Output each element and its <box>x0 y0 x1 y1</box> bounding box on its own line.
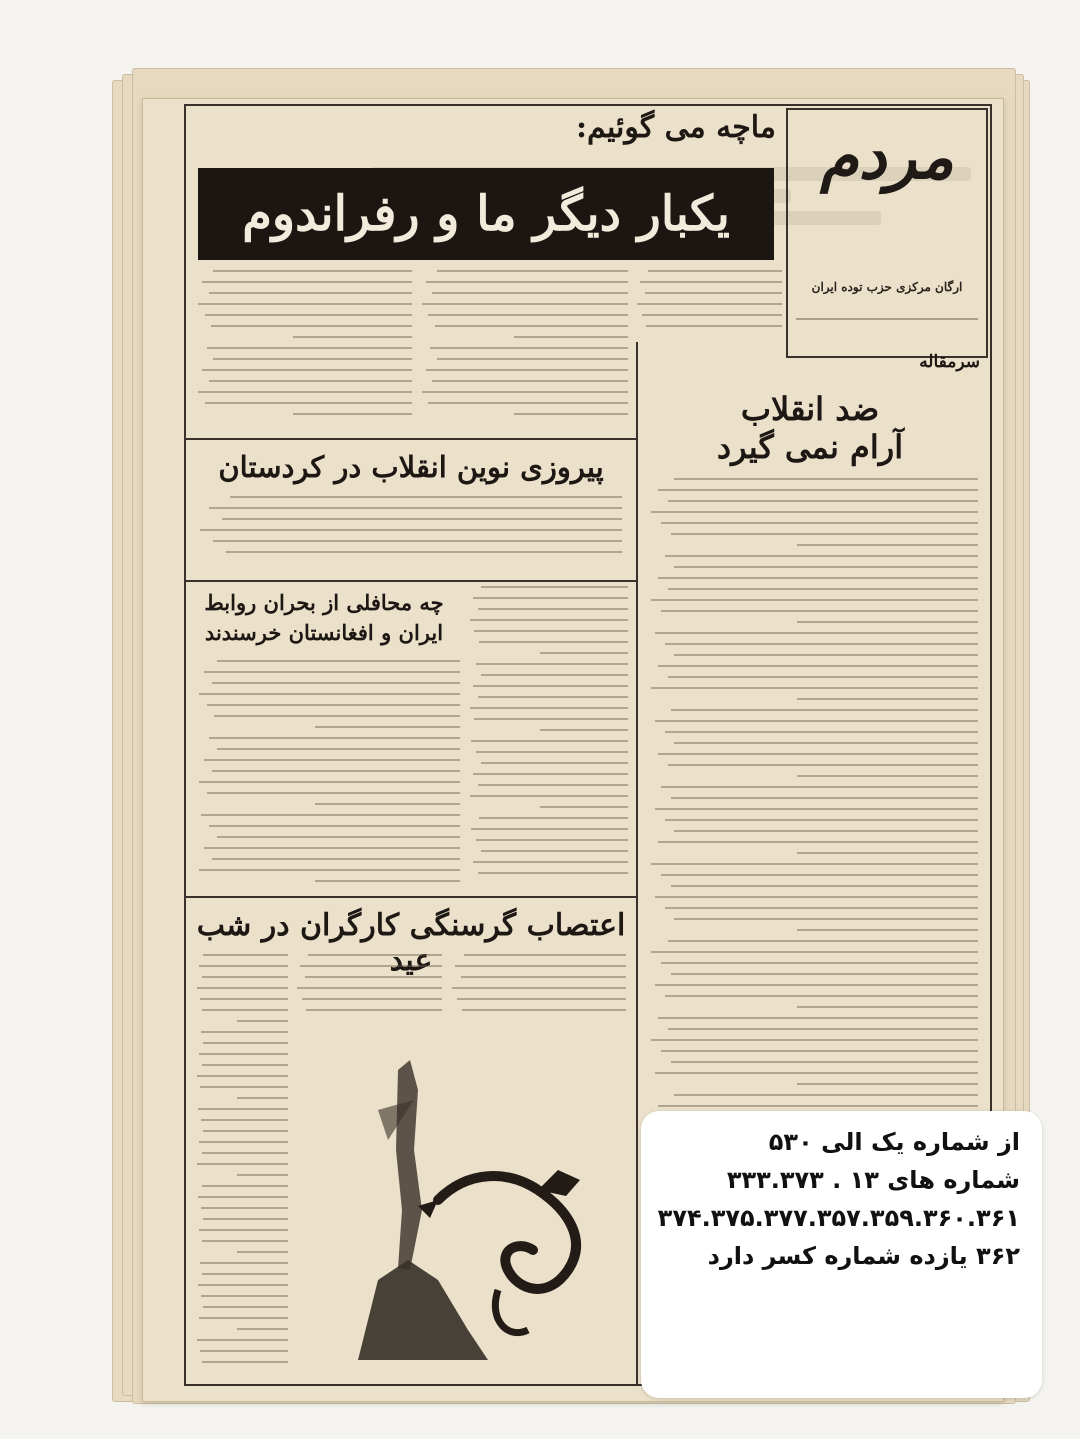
text-line <box>470 707 628 709</box>
text-line <box>212 858 460 860</box>
editorial-rule <box>636 342 638 1386</box>
issue-note-line1: از شماره یک الی ۵۳۰ <box>768 1128 1020 1156</box>
text-line <box>207 347 412 349</box>
text-line <box>658 753 978 755</box>
text-line <box>204 759 460 761</box>
text-line <box>237 1251 288 1253</box>
text-line <box>476 839 628 841</box>
text-line <box>293 413 412 415</box>
text-line <box>464 954 626 956</box>
text-line <box>198 1196 288 1198</box>
text-line <box>201 1207 288 1209</box>
text-line <box>432 380 628 382</box>
text-line <box>209 380 412 382</box>
text-line <box>426 281 628 283</box>
text-line <box>481 586 628 588</box>
text-line <box>797 544 979 546</box>
text-line <box>297 987 442 989</box>
text-line <box>428 402 628 404</box>
text-line <box>202 281 412 283</box>
text-line <box>315 726 460 728</box>
text-line <box>474 630 628 632</box>
text-line <box>300 965 442 967</box>
text-line <box>674 1094 978 1096</box>
text-line <box>651 599 978 601</box>
strike-headline: اعتصاب گرسنگی کارگران در شب عید <box>196 908 626 978</box>
article-text-column <box>420 270 628 430</box>
text-line <box>199 1229 288 1231</box>
article-text-column <box>636 270 782 336</box>
text-line <box>665 907 979 909</box>
text-line <box>204 671 460 673</box>
masthead-logo: مردم <box>820 120 954 193</box>
text-line <box>661 610 978 612</box>
text-line <box>199 1317 288 1319</box>
text-line <box>668 1028 978 1030</box>
text-line <box>481 762 628 764</box>
text-line <box>473 861 628 863</box>
text-line <box>213 270 412 272</box>
text-line <box>197 1339 288 1341</box>
text-line <box>479 641 628 643</box>
text-line <box>237 1020 288 1022</box>
article-text-column <box>196 954 288 1374</box>
text-line <box>211 325 412 327</box>
text-line <box>637 303 782 305</box>
text-line <box>217 660 460 662</box>
text-line <box>476 751 628 753</box>
text-line <box>199 965 288 967</box>
text-line <box>655 896 978 898</box>
text-line <box>478 872 628 874</box>
issue-note-line4: ۳۶۲ یازده شماره کسر دارد <box>707 1242 1020 1270</box>
text-line <box>540 729 628 731</box>
text-line <box>200 529 622 531</box>
text-line <box>668 588 978 590</box>
relations-headline-line2: ایران و افغانستان خرسندند <box>204 620 444 645</box>
text-line <box>209 292 412 294</box>
masthead-organ: ارگان مرکزی حزب توده ایران <box>811 280 963 294</box>
issue-note-line2: شماره های ۱۳ . ۳۳۳.۳۷۳ <box>726 1166 1020 1194</box>
issue-note-overlay <box>641 1111 1042 1398</box>
text-line <box>452 987 626 989</box>
text-line <box>668 940 978 942</box>
text-line <box>197 1163 288 1165</box>
text-line <box>201 1119 288 1121</box>
text-line <box>197 1075 288 1077</box>
text-line <box>204 847 460 849</box>
text-line <box>203 954 288 956</box>
text-line <box>202 976 288 978</box>
text-line <box>478 696 628 698</box>
text-line <box>462 1009 626 1011</box>
text-line <box>209 507 622 509</box>
text-line <box>671 533 978 535</box>
text-line <box>197 987 288 989</box>
text-line <box>797 929 979 931</box>
text-line <box>658 577 978 579</box>
text-line <box>200 1262 288 1264</box>
relations-headline-line1: چه محافلی از بحران روابط <box>204 590 444 615</box>
text-line <box>671 885 978 887</box>
text-line <box>476 663 628 665</box>
text-line <box>478 608 628 610</box>
text-line <box>655 984 978 986</box>
text-line <box>202 1185 288 1187</box>
top-rule <box>184 104 992 106</box>
text-line <box>481 674 628 676</box>
editorial-section-label: سرمقاله <box>919 352 980 372</box>
edition-line <box>796 312 978 320</box>
text-line <box>422 391 628 393</box>
text-line <box>202 1152 288 1154</box>
text-line <box>437 270 628 272</box>
text-line <box>674 654 978 656</box>
text-line <box>674 830 978 832</box>
text-line <box>473 685 628 687</box>
text-line <box>214 715 460 717</box>
text-line <box>661 962 978 964</box>
text-line <box>665 731 979 733</box>
text-line <box>470 795 628 797</box>
masthead-box <box>786 108 988 358</box>
text-line <box>203 1042 288 1044</box>
text-line <box>198 303 412 305</box>
text-line <box>201 1031 288 1033</box>
kicker-headline: ماچه می گوئیم: <box>575 110 776 145</box>
dragon-illustration <box>318 1030 618 1370</box>
text-line <box>471 740 628 742</box>
text-line <box>642 314 782 316</box>
text-line <box>514 336 628 338</box>
article-text-column <box>196 270 412 430</box>
text-line <box>661 522 978 524</box>
text-line <box>797 1006 979 1008</box>
text-line <box>668 676 978 678</box>
text-line <box>473 597 628 599</box>
text-line <box>540 806 628 808</box>
text-line <box>306 1009 442 1011</box>
text-line <box>426 369 628 371</box>
section-rule <box>184 580 636 582</box>
text-line <box>479 817 628 819</box>
text-line <box>540 652 628 654</box>
text-line <box>199 869 460 871</box>
issue-note-line3: ۳۷۴.۳۷۵.۳۷۷.۳۵۷.۳۵۹.۳۶۰.۳۶۱ <box>657 1204 1020 1232</box>
text-line <box>199 781 460 783</box>
text-line <box>651 863 978 865</box>
text-line <box>651 511 978 513</box>
article-text-column <box>468 586 628 892</box>
text-line <box>209 825 460 827</box>
text-line <box>199 1141 288 1143</box>
text-line <box>200 998 288 1000</box>
text-line <box>674 918 978 920</box>
text-line <box>217 748 460 750</box>
text-line <box>205 402 412 404</box>
text-line <box>201 1295 288 1297</box>
text-line <box>671 797 978 799</box>
text-line <box>222 518 622 520</box>
text-line <box>473 773 628 775</box>
text-line <box>428 314 628 316</box>
text-line <box>671 1061 978 1063</box>
text-line <box>305 976 442 978</box>
text-line <box>198 391 412 393</box>
text-line <box>658 665 978 667</box>
text-line <box>665 819 979 821</box>
text-line <box>203 1306 288 1308</box>
text-line <box>665 995 979 997</box>
text-line <box>437 358 628 360</box>
banner-headline: یکبار دیگر ما و رفراندوم <box>198 168 774 260</box>
text-line <box>671 709 978 711</box>
text-line <box>205 314 412 316</box>
editorial-headline-line2: آرام نمی گیرد <box>716 428 904 466</box>
article-text-column <box>196 660 460 892</box>
text-line <box>655 808 978 810</box>
text-line <box>202 1361 288 1363</box>
text-line <box>655 720 978 722</box>
text-line <box>471 828 628 830</box>
text-line <box>640 281 782 283</box>
text-line <box>302 998 442 1000</box>
text-line <box>435 325 628 327</box>
text-line <box>199 693 460 695</box>
text-line <box>207 704 460 706</box>
text-line <box>198 1108 288 1110</box>
text-line <box>457 998 626 1000</box>
text-line <box>217 836 460 838</box>
text-line <box>212 770 460 772</box>
text-line <box>474 718 628 720</box>
kurdistan-headline: پیروزی نوین انقلاب در کردستان <box>218 450 604 484</box>
article-text-column <box>296 954 442 1024</box>
text-line <box>481 850 628 852</box>
text-line <box>674 566 978 568</box>
text-line <box>514 413 628 415</box>
text-line <box>200 1086 288 1088</box>
text-line <box>797 775 979 777</box>
text-line <box>478 784 628 786</box>
section-rule <box>184 438 636 440</box>
text-line <box>461 976 626 978</box>
text-line <box>646 325 782 327</box>
text-line <box>422 303 628 305</box>
text-line <box>658 841 978 843</box>
text-line <box>645 292 782 294</box>
text-line <box>202 369 412 371</box>
text-line <box>201 814 460 816</box>
text-line <box>665 555 979 557</box>
text-line <box>655 1072 978 1074</box>
text-line <box>651 951 978 953</box>
text-line <box>237 1174 288 1176</box>
text-line <box>237 1097 288 1099</box>
text-line <box>315 803 460 805</box>
text-line <box>430 347 628 349</box>
text-line <box>202 1064 288 1066</box>
text-line <box>432 292 628 294</box>
text-line <box>455 965 626 967</box>
text-line <box>655 632 978 634</box>
text-line <box>661 1050 978 1052</box>
text-line <box>651 1039 978 1041</box>
text-line <box>203 1218 288 1220</box>
text-line <box>237 1328 288 1330</box>
left-rule <box>184 104 186 1386</box>
text-line <box>213 540 622 542</box>
text-line <box>674 742 978 744</box>
text-line <box>674 478 978 480</box>
section-rule <box>184 896 636 898</box>
text-line <box>199 1053 288 1055</box>
article-text-column <box>450 954 626 1024</box>
text-line <box>315 880 460 882</box>
article-text-column <box>196 496 622 572</box>
text-line <box>797 698 979 700</box>
text-line <box>797 852 979 854</box>
text-line <box>797 1083 979 1085</box>
text-line <box>209 737 460 739</box>
text-line <box>671 973 978 975</box>
text-line <box>651 687 978 689</box>
text-line <box>308 954 442 956</box>
editorial-headline-line1: ضد انقلاب <box>740 390 880 428</box>
text-line <box>665 643 979 645</box>
text-line <box>668 500 978 502</box>
text-line <box>207 792 460 794</box>
text-line <box>668 764 978 766</box>
text-line <box>230 496 622 498</box>
text-line <box>202 1273 288 1275</box>
text-line <box>226 551 622 553</box>
text-line <box>203 1130 288 1132</box>
text-line <box>293 336 412 338</box>
text-line <box>661 874 978 876</box>
text-line <box>202 1009 288 1011</box>
text-line <box>658 1017 978 1019</box>
text-line <box>661 786 978 788</box>
text-line <box>213 358 412 360</box>
text-line <box>658 489 978 491</box>
text-line <box>797 621 979 623</box>
text-line <box>200 1350 288 1352</box>
text-line <box>470 619 628 621</box>
text-line <box>212 682 460 684</box>
text-line <box>658 1105 978 1107</box>
text-line <box>202 1240 288 1242</box>
text-line <box>648 270 782 272</box>
text-line <box>198 1284 288 1286</box>
